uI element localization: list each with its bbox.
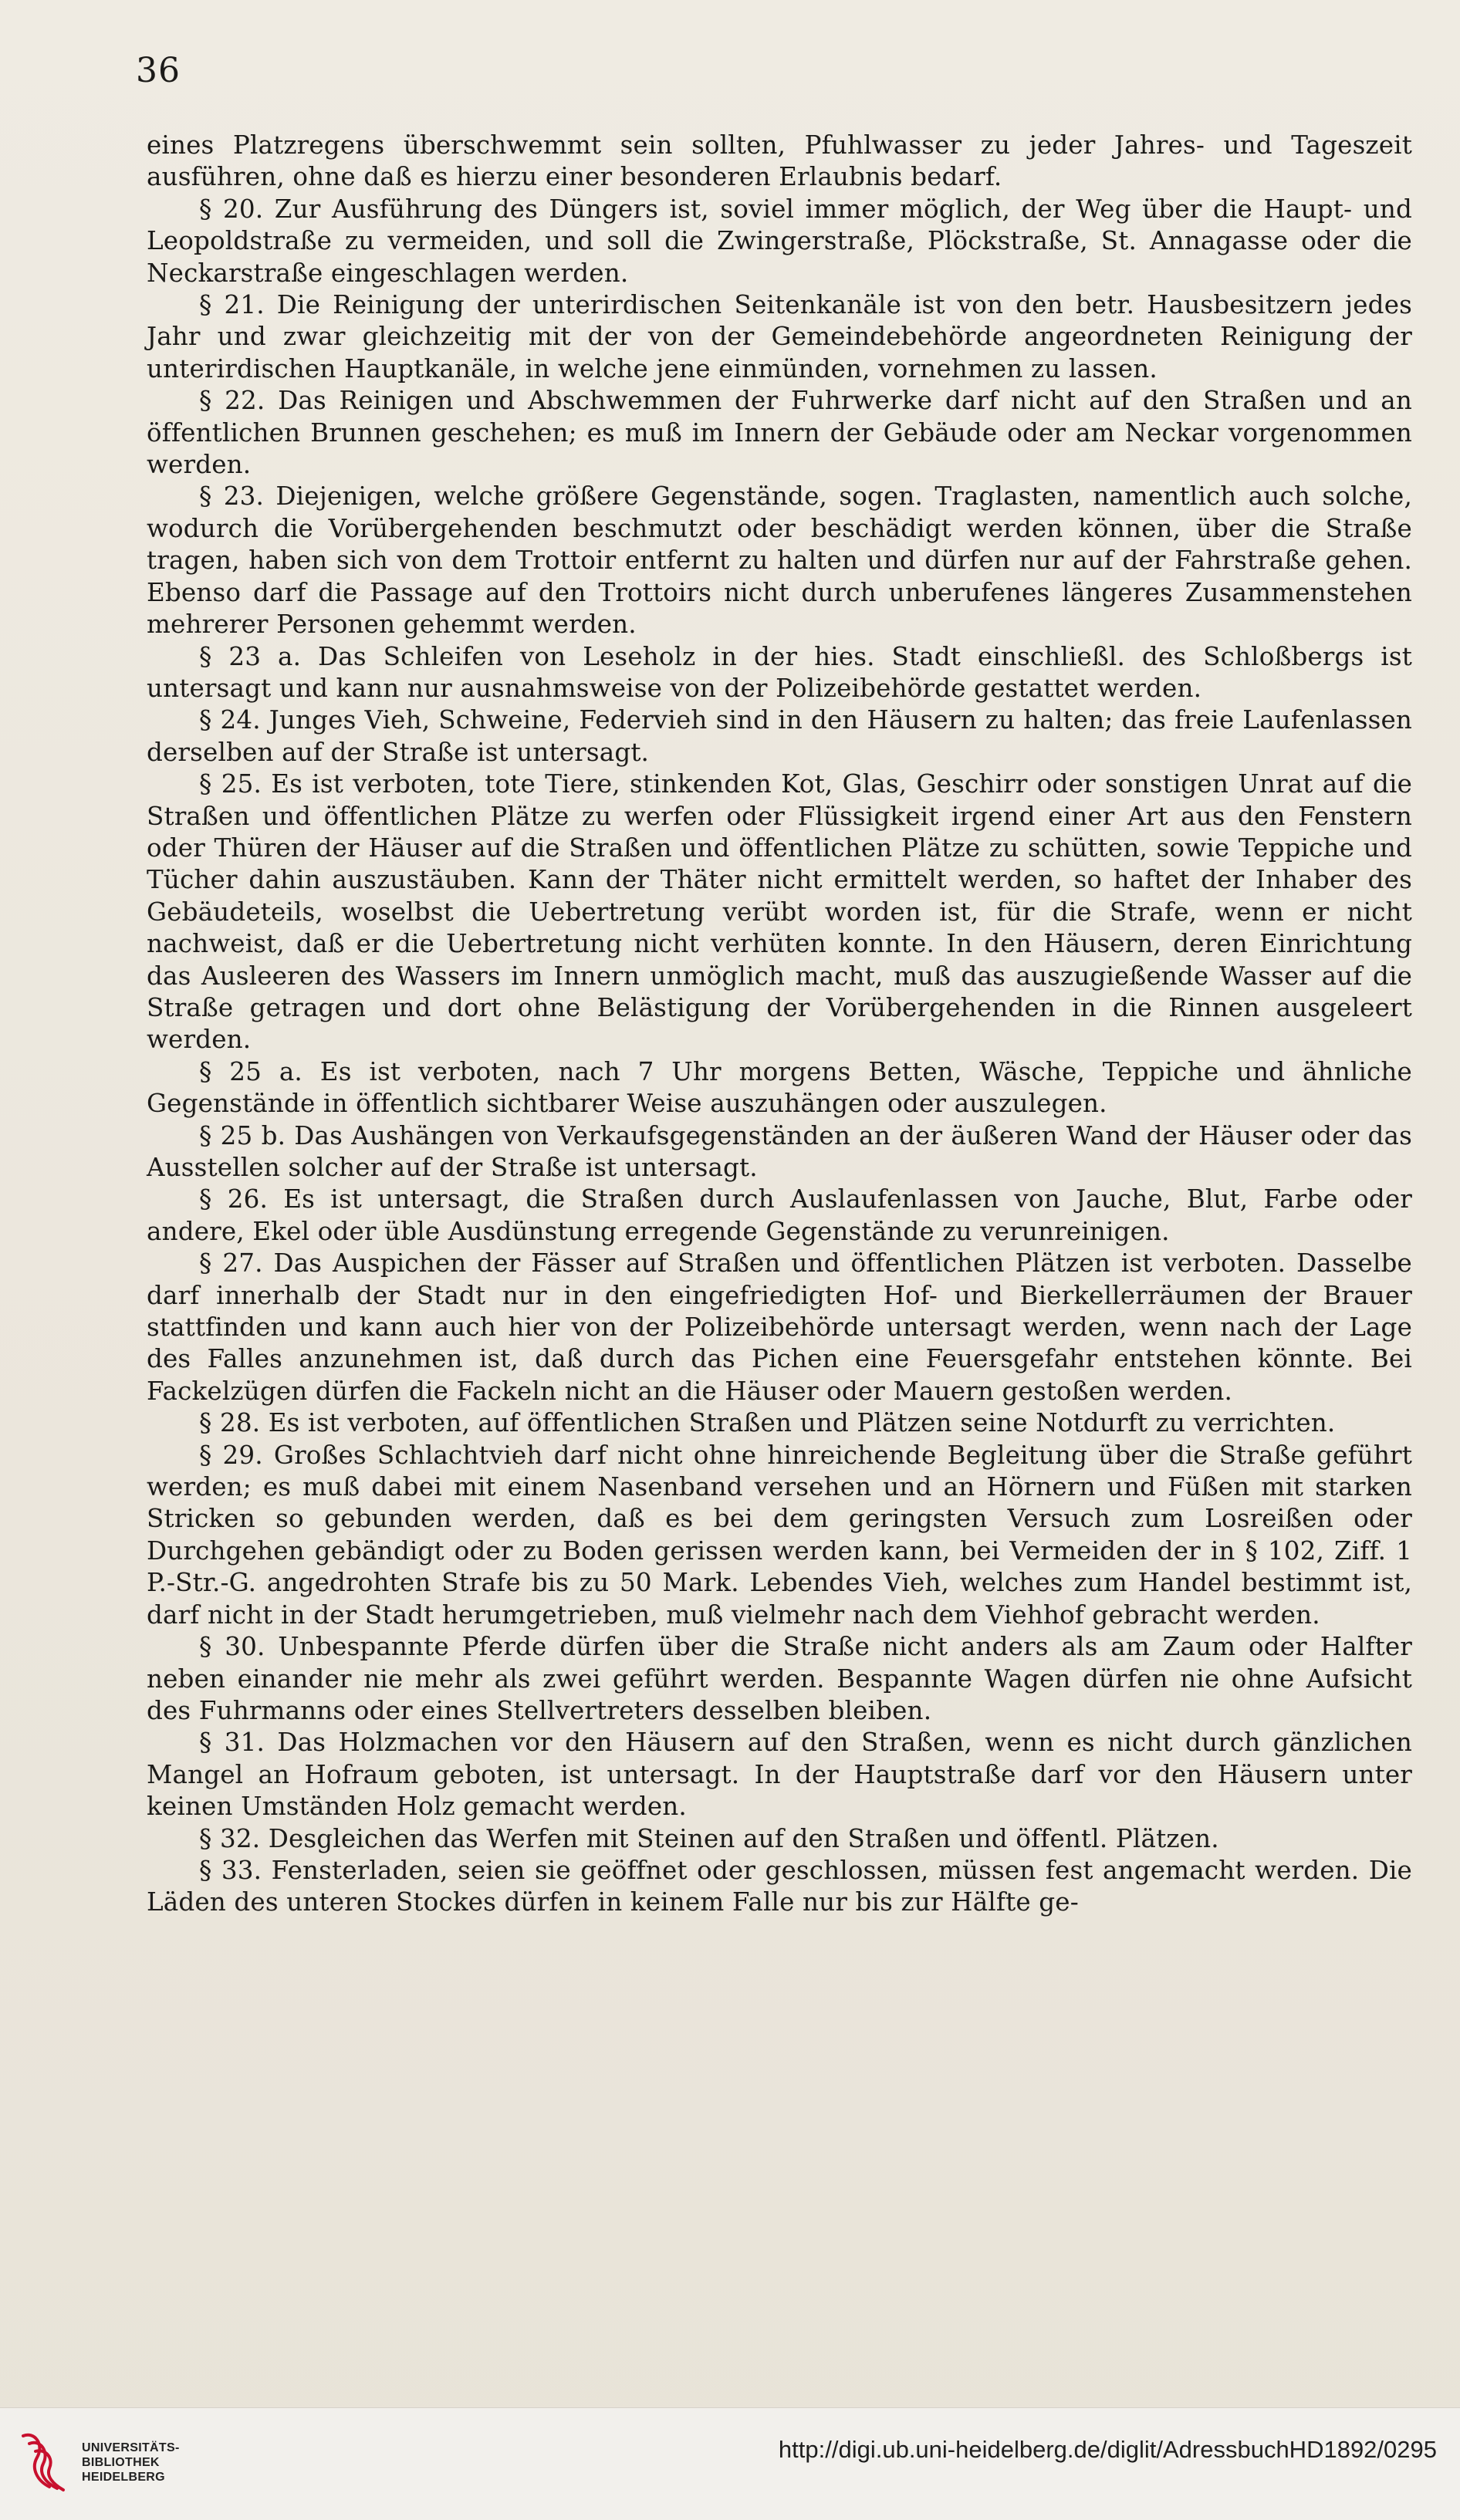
- paragraph-section-23a: § 23 a. Das Schleifen von Leseholz in der hies. Stadt einschließl. des Schloßbergs ist untersagt und kann nur ausnahmsweise von der Polizeibehörde gestattet werden.: [147, 641, 1412, 703]
- paragraph-continuation: eines Platzregens überschwemmt sein sollten, Pfuhlwasser zu jeder Jahres- und Tageszeit ausführen, ohne daß es hierzu einer besonderen Erlaubnis bedarf.: [147, 130, 1412, 192]
- paragraph-section-32: § 32. Desgleichen das Werfen mit Steinen auf den Straßen und öffentl. Plätzen.: [199, 1823, 1219, 1853]
- paragraph-section-21: § 21. Die Reinigung der unterirdischen Seitenkanäle ist von den betr. Hausbesitzern jedes Jahr und zwar gleichzeitig mit der von der Gemeindebehörde angeordneten Reinigung der unterirdischen Hauptkanäle, in welche jene einmünden, vornehmen zu lassen.: [147, 290, 1412, 383]
- page-number: 36: [136, 51, 181, 90]
- paragraph-section-30: § 30. Unbespannte Pferde dürfen über die Straße nicht anders als am Zaum oder Halfter neben einander nie mehr als zwei geführt werden. Bespannte Wagen dürfen nie ohne Aufsicht des Fuhrmanns oder eines Stellvertreters desselben bleiben.: [147, 1632, 1412, 1725]
- library-logo[interactable]: [14, 2425, 180, 2502]
- footer-bar: [0, 2407, 1460, 2520]
- library-logo-icon: [14, 2425, 73, 2499]
- paragraph-section-20: § 20. Zur Ausführung des Düngers ist, soviel immer möglich, der Weg über die Haupt- und Leopoldstraße zu vermeiden, und soll die Zwingerstraße, Plöckstraße, St. Annagasse oder die Neckarstraße eingeschlagen werden.: [147, 194, 1412, 288]
- source-url-link[interactable]: http://digi.ub.uni-heidelberg.de/diglit/AdressbuchHD1892/0295: [778, 2436, 1437, 2463]
- paragraph-section-28: § 28. Es ist verboten, auf öffentlichen Straßen und Plätzen seine Notdurft zu verrichten.: [199, 1408, 1336, 1438]
- logo-line-3: HEIDELBERG: [82, 2471, 165, 2484]
- paragraph-section-27: § 27. Das Auspichen der Fässer auf Straßen und öffentlichen Plätzen ist verboten. Dasselbe darf innerhalb der Stadt nur in den eingefriedigten Hof- und Bierkellerräumen der Brauer stattfinden und kann auch hier von der Polizeibehörde untersagt werden, wenn nach der Lage des Falles anzunehmen ist, daß durch das Pichen eine Feuersgefahr entstehen könnte. Bei Fackelzügen dürfen die Fackeln nicht an die Häuser oder Mauern gestoßen werden.: [147, 1248, 1412, 1406]
- paragraph-section-29: § 29. Großes Schlachtvieh darf nicht ohne hinreichende Begleitung über die Straße geführt werden; es muß dabei mit einem Nasenband versehen und an Hörnern und Füßen mit starken Stricken so gebunden werden, daß es bei dem geringsten Versuch zum Losreißen oder Durchgehen gebändigt oder zu Boden gerissen werden kann, bei Vermeiden der in § 102, Ziff. 1 P.-Str.-G. angedrohten Strafe bis zu 50 Mark. Lebendes Vieh, welches zum Handel bestimmt ist, darf nicht in der Stadt herumgetrieben, muß vielmehr nach dem Viehhof gebracht werden.: [147, 1440, 1412, 1630]
- paragraph-section-26: § 26. Es ist untersagt, die Straßen durch Auslaufenlassen von Jauche, Blut, Farbe oder andere, Ekel oder üble Ausdünstung erregende Gegenstände zu verunreinigen.: [147, 1184, 1412, 1246]
- logo-line-2: BIBLIOTHEK: [82, 2456, 160, 2469]
- paragraph-section-23: § 23. Diejenigen, welche größere Gegenstände, sogen. Traglasten, namentlich auch solche, wodurch die Vorübergehenden beschmutzt oder beschädigt werden können, über die Straße tragen, haben sich von dem Trottoir entfernt zu halten und dürfen nur auf der Fahrstraße gehen. Ebenso darf die Passage auf den Trottoirs nicht durch unberufenes längeres Zusammenstehen mehrerer Personen gehemmt werden.: [147, 481, 1412, 640]
- logo-line-1: UNIVERSITÄTS-: [82, 2441, 180, 2454]
- paragraph-section-31: § 31. Das Holzmachen vor den Häusern auf den Straßen, wenn es nicht durch gänzlichen Mangel an Hofraum geboten, ist untersagt. In der Hauptstraße darf vor den Häusern unter keinen Umständen Holz gemacht werden.: [147, 1728, 1412, 1822]
- body-text: [147, 130, 1412, 1919]
- paragraph-section-33: § 33. Fensterladen, seien sie geöffnet oder geschlossen, müssen fest angemacht werden. Die Läden des unteren Stockes dürfen in keinem Falle nur bis zur Hälfte ge-: [147, 1855, 1412, 1917]
- paragraph-section-25: § 25. Es ist verboten, tote Tiere, stinkenden Kot, Glas, Geschirr oder sonstigen Unrat auf die Straßen und öffentlichen Plätze zu werfen oder Flüssigkeit irgend einer Art aus den Fenstern oder Thüren der Häuser auf die Straßen und öffentlichen Plätze zu schütten, sowie Teppiche und Tücher dahin auszustäuben. Kann der Thäter nicht ermittelt werden, so haftet der Inhaber des Gebäudeteils, woselbst die Uebertretung verübt worden ist, für die Strafe, wenn er nicht nachweist, daß er die Uebertretung nicht verhüten konnte. In den Häusern, deren Einrichtung das Ausleeren des Wassers im Innern unmöglich macht, muß das auszugießende Wasser auf die Straße getragen und dort ohne Belästigung der Vorübergehenden in die Rinnen ausgeleert werden.: [147, 769, 1412, 1055]
- paragraph-section-22: § 22. Das Reinigen und Abschwemmen der Fuhrwerke darf nicht auf den Straßen und an öffentlichen Brunnen geschehen; es muß im Innern der Gebäude oder am Neckar vorgenommen werden.: [147, 386, 1412, 480]
- paragraph-section-24: § 24. Junges Vieh, Schweine, Federvieh sind in den Häusern zu halten; das freie Laufenlassen derselben auf der Straße ist untersagt.: [147, 705, 1412, 767]
- paragraph-section-25a: § 25 a. Es ist verboten, nach 7 Uhr morgens Betten, Wäsche, Teppiche und ähnliche Gegenstände in öffentlich sichtbarer Weise auszuhängen oder auszulegen.: [147, 1056, 1412, 1119]
- paragraph-section-25b: § 25 b. Das Aushängen von Verkaufsgegenständen an der äußeren Wand der Häuser oder das Ausstellen solcher auf der Straße ist untersagt.: [147, 1120, 1412, 1182]
- library-logo-text: [82, 2441, 180, 2485]
